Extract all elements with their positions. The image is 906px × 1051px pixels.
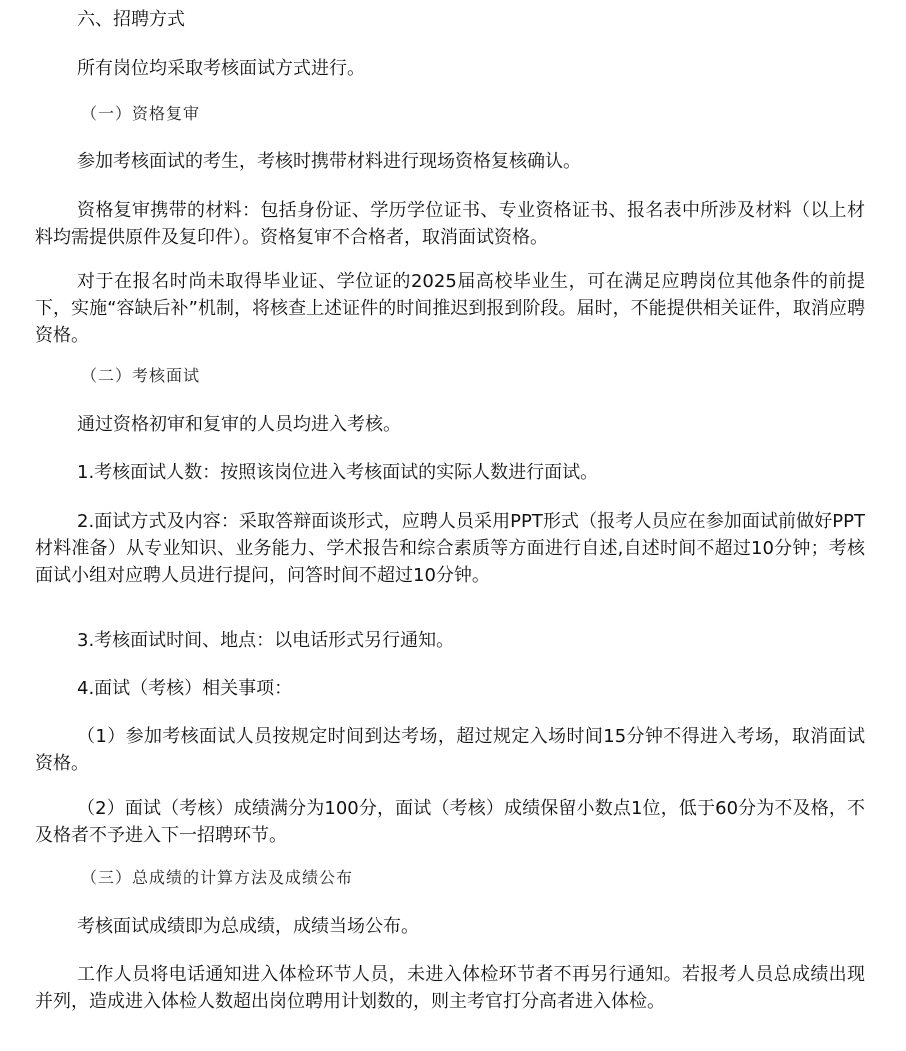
subsection-title-total-score: （三）总成绩的计算方法及成绩公布 (81, 868, 354, 887)
paragraph-arrival-rule: （1）参加考核面试人员按规定时间到达考场，超过规定入场时间15分钟不得进入考场，取消面试资格。 (35, 726, 865, 774)
paragraph-interview-method: 2.面试方式及内容：采取答辩面谈形式，应聘人员采用PPT形式（报考人员应在参加面试前做好PPT材料准备）从专业知识、业务能力、学术报告和综合素质等方面进行自述,自述时间不超过10分钟；考核面试小组对应聘人员进行提问，问答时间不超过10分钟。 (35, 511, 865, 586)
section-title: 六、招聘方式 (77, 9, 185, 30)
subsection-title-qualification-review: （一）资格复审 (81, 104, 201, 123)
subsection-title-interview: （二）考核面试 (81, 366, 201, 385)
paragraph-physical-exam: 工作人员将电话通知进入体检环节人员，未进入体检环节者不再另行通知。若报考人员总成绩出现并列，造成进入体检人数超出岗位聘用计划数的，则主考官打分高者进入体检。 (35, 964, 865, 1012)
paragraph-review-materials: 资格复审携带的材料：包括身份证、学历学位证书、专业资格证书、报名表中所涉及材料（以上材料均需提供原件及复印件）。资格复审不合格者，取消面试资格。 (35, 200, 865, 248)
paragraph-interview-matters: 4.面试（考核）相关事项： (77, 678, 293, 699)
paragraph-total-score: 考核面试成绩即为总成绩，成绩当场公布。 (77, 916, 419, 937)
paragraph-score-rule: （2）面试（考核）成绩满分为100分，面试（考核）成绩保留小数点1位，低于60分为不及格，不及格者不予进入下一招聘环节。 (35, 798, 865, 846)
paragraph-interview-time-place: 3.考核面试时间、地点：以电话形式另行通知。 (77, 630, 455, 651)
paragraph-graduates-deferral: 对于在报名时尚未取得毕业证、学位证的2025届高校毕业生，可在满足应聘岗位其他条件的前提下，实施“容缺后补”机制，将核查上述证件的时间推迟到报到阶段。届时，不能提供相关证件，取消应聘资格。 (35, 271, 865, 346)
intro-paragraph: 所有岗位均采取考核面试方式进行。 (77, 58, 365, 79)
paragraph-interview-count: 1.考核面试人数：按照该岗位进入考核面试的实际人数进行面试。 (77, 462, 599, 483)
paragraph-review-onsite: 参加考核面试的考生，考核时携带材料进行现场资格复核确认。 (77, 151, 581, 172)
paragraph-enter-assessment: 通过资格初审和复审的人员均进入考核。 (77, 414, 401, 435)
